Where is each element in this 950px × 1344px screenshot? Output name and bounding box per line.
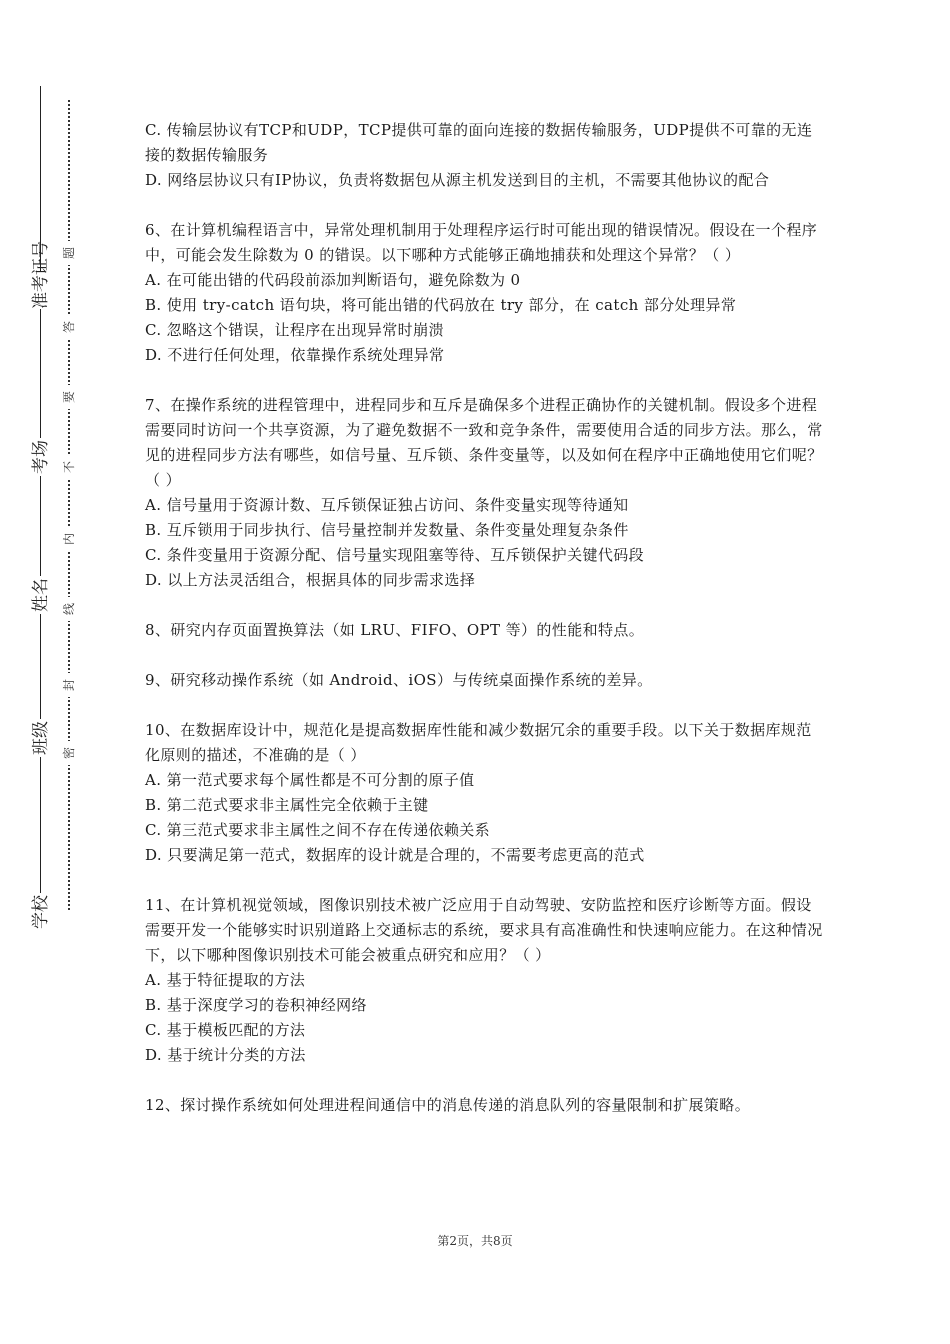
answer-option: A. 第一范式要求每个属性都是不可分割的原子值	[145, 771, 475, 789]
seal-char: 题	[58, 241, 80, 265]
answer-option: D. 不进行任何处理，依靠操作系统处理异常	[145, 346, 445, 364]
binding-margin	[0, 0, 130, 1344]
answer-option: C. 传输层协议有TCP和UDP，TCP提供可靠的面向连接的数据传输服务，UDP提供不可靠的无连接的数据传输服务	[145, 121, 813, 164]
answer-option: C. 条件变量用于资源分配、信号量实现阻塞等待、互斥锁保护关键代码段	[145, 546, 645, 564]
seal-char: 不	[58, 455, 80, 479]
seal-char: 内	[58, 527, 80, 551]
answer-option: C. 基于模板匹配的方法	[145, 1021, 306, 1039]
question-stem: 9、研究移动操作系统（如 Android、iOS）与传统桌面操作系统的差异。	[145, 671, 653, 689]
answer-option: A. 基于特征提取的方法	[145, 971, 306, 989]
question-block	[145, 1093, 825, 1118]
seal-char: 答	[58, 315, 80, 339]
question-block	[145, 393, 825, 593]
question-stem: 6、在计算机编程语言中，异常处理机制用于处理程序运行时可能出现的错误情况。假设在一个程序中，可能会发生除数为 0 的错误。以下哪种方式能够正确地捕获和处理这个异常？（ ）	[145, 221, 818, 264]
question-stem: 8、研究内存页面置换算法（如 LRU、FIFO、OPT 等）的性能和特点。	[145, 621, 645, 639]
question-stem: 12、探讨操作系统如何处理进程间通信中的消息传递的消息队列的容量限制和扩展策略。	[145, 1096, 751, 1114]
seal-char: 密	[58, 741, 80, 765]
question-block	[145, 718, 825, 868]
answer-option: D. 以上方法灵活组合，根据具体的同步需求选择	[145, 571, 476, 589]
question-stem: 11、在计算机视觉领域，图像识别技术被广泛应用于自动驾驶、安防监控和医疗诊断等方面。假设需要开发一个能够实时识别道路上交通标志的系统，要求具有高准确性和快速响应能力。在这种情况下，以下哪种图像识别技术可能会被重点研究和应用？（ ）	[145, 896, 823, 964]
name-label: 姓名	[22, 576, 60, 614]
binding-solid-line	[40, 86, 41, 910]
answer-option: B. 第二范式要求非主属性完全依赖于主键	[145, 796, 429, 814]
answer-option: D. 只要满足第一范式，数据库的设计就是合理的，不需要考虑更高的范式	[145, 846, 645, 864]
exam-room-label: 考场	[22, 438, 60, 476]
admission-number-label: 准考证号	[22, 271, 60, 309]
seal-char: 要	[58, 385, 80, 409]
answer-option: C. 第三范式要求非主属性之间不存在传递依赖关系	[145, 821, 491, 839]
answer-option: A. 信号量用于资源计数、互斥锁保证独占访问、条件变量实现等待通知	[145, 496, 629, 514]
question-stem: 10、在数据库设计中，规范化是提高数据库性能和减少数据冗余的重要手段。以下关于数据库规范化原则的描述，不准确的是（ ）	[145, 721, 812, 764]
question-block	[145, 218, 825, 368]
question-list	[145, 118, 825, 1118]
seal-char: 封	[58, 673, 80, 697]
question-block	[145, 118, 825, 193]
class-label: 班级	[22, 719, 60, 757]
answer-option: B. 使用 try-catch 语句块，将可能出错的代码放在 try 部分，在 catch 部分处理异常	[145, 296, 737, 314]
school-label: 学校	[22, 893, 60, 931]
question-stem: 7、在操作系统的进程管理中，进程同步和互斥是确保多个进程正确协作的关键机制。假设多个进程需要同时访问一个共享资源，为了避免数据不一致和竞争条件，需要使用合适的同步方法。那么，常见的进程同步方法有哪些，如信号量、互斥锁、条件变量等，以及如何在程序中正确地使用它们呢？（ ）	[145, 396, 823, 489]
page-footer: 第2页，共8页	[437, 1234, 513, 1248]
question-block	[145, 893, 825, 1068]
answer-option: A. 在可能出错的代码段前添加判断语句，避免除数为 0	[145, 271, 521, 289]
answer-option: B. 基于深度学习的卷积神经网络	[145, 996, 367, 1014]
seal-dotted-line	[68, 100, 70, 910]
answer-option: D. 网络层协议只有IP协议，负责将数据包从源主机发送到目的主机，不需要其他协议的配合	[145, 171, 770, 189]
answer-option: D. 基于统计分类的方法	[145, 1046, 306, 1064]
answer-option: C. 忽略这个错误，让程序在出现异常时崩溃	[145, 321, 444, 339]
seal-char: 线	[58, 597, 80, 621]
answer-option: B. 互斥锁用于同步执行、信号量控制并发数量、条件变量处理复杂条件	[145, 521, 629, 539]
question-block	[145, 618, 825, 643]
question-block	[145, 668, 825, 693]
